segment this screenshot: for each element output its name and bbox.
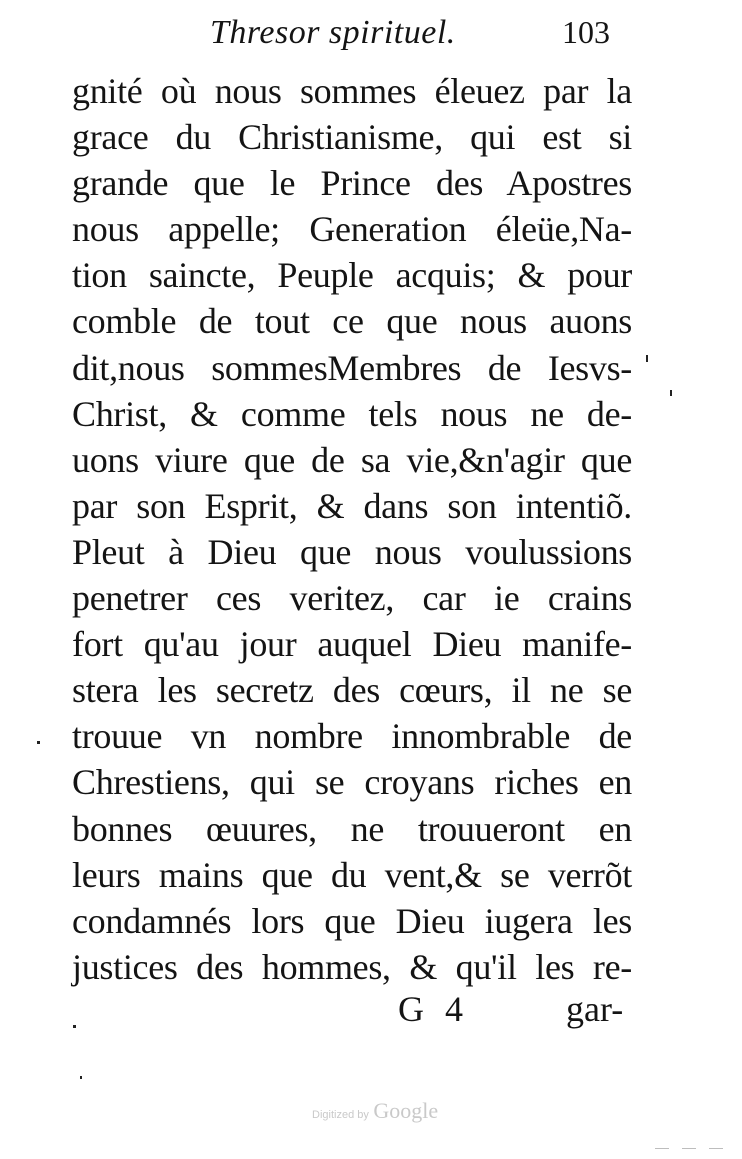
text-line: gnité où nous sommes éleuez par la [72,71,632,111]
text-line: Pleut à Dieu que nous voulussions [72,531,632,572]
text-line: trouue vn nombre innombrable de [72,716,632,757]
digitized-prefix: Digitized by [312,1109,369,1121]
scan-edge-mark [655,1148,669,1149]
ink-speck [37,741,40,744]
catchword: gar- [566,989,624,1029]
scan-edge-mark [682,1148,696,1149]
text-line: bonnes œuures, ne trouueront en [72,808,632,849]
text-line: tion saincte, Peuple acquis; & pour [72,255,632,296]
text-line: comble de tout ce que nous auons [72,301,632,342]
digitized-watermark [312,1098,438,1124]
google-logo-text: Google [373,1098,439,1123]
scan-edge-mark [709,1148,723,1149]
text-line: justices des hommes, & qu'il les re- [72,946,632,987]
ink-speck [670,390,672,396]
text-line: fort qu'au jour auquel Dieu manife- [72,624,632,665]
running-title: Thresor spirituel. [210,14,456,51]
text-line: dit,nous sommesMembres de Iesvs- [72,347,632,388]
page-header [210,14,610,58]
text-line: uons viure que de sa vie,&n'agir que [72,439,632,480]
page-number: 103 [562,14,610,50]
text-line: Chrestiens, qui se croyans riches en [72,762,632,803]
text-line: leurs mains que du vent,& se verrõt [72,854,632,895]
text-line: nous appelle; Generation éleüe,Na- [72,209,632,250]
signature-mark: G 4 [398,989,469,1029]
text-line: par son Esprit, & dans son intentiõ. [72,485,632,526]
text-line: condamnés lors que Dieu iugera les [72,900,632,941]
ink-speck [646,355,648,362]
page-footer [0,988,742,1038]
ink-speck [80,1076,82,1079]
ink-speck [73,1025,76,1028]
body-text [72,68,632,990]
text-line: grande que le Prince des Apostres [72,163,632,204]
text-line: grace du Christianisme, qui est si [72,117,632,158]
text-line: stera les secretz des cœurs, il ne se [72,670,632,711]
text-line: Christ, & comme tels nous ne de- [72,393,632,434]
text-line: penetrer ces veritez, car ie crains [72,578,632,619]
